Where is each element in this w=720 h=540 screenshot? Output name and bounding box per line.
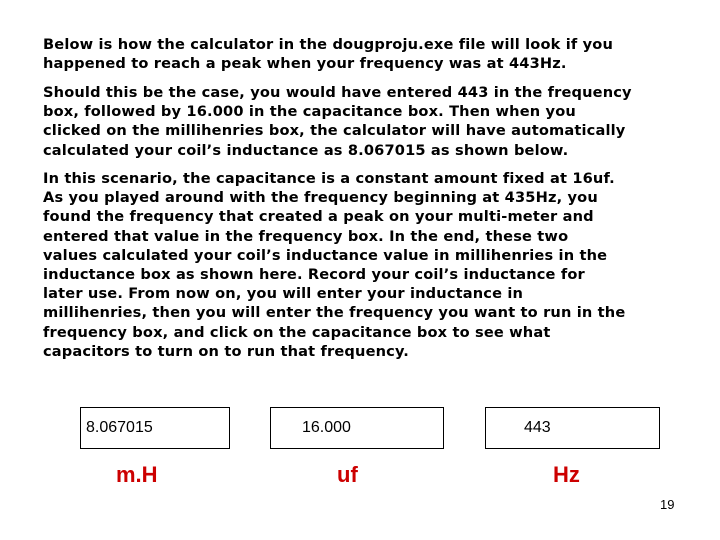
scenario-paragraph: In this scenario, the capacitance is a constant amount fixed at 16uf. As you played around with the frequency beginning at 435Hz, you found the frequency that created a peak on your multi-meter and entered that value in the frequency box. In the end, these two values calculated your coil’s inductance value in millihenries in the inductance box as shown here. Record your coil’s inductance for later use. From now on, you will enter your inductance in millihenries, then you will enter the frequency you want to run in the frequency box, and click on the capacitance box to see what capacitors to turn on to run that frequency.: [43, 170, 626, 360]
capacitance-value: 16.000: [302, 419, 351, 436]
capacitance-box[interactable]: [270, 407, 444, 449]
frequency-box[interactable]: [485, 407, 660, 449]
inductance-value: 8.067015: [86, 419, 153, 436]
frequency-value: 443: [524, 419, 551, 436]
page-number: 19: [660, 497, 675, 512]
entry-instructions-paragraph: Should this be the case, you would have entered 443 in the frequency box, followed by 16.000 in the capacitance box. Then when you clicked on the millihenries box, the calculator will have automatically calculated your coil’s inductance as 8.067015 as shown below.: [43, 84, 632, 159]
intro-paragraph: Below is how the calculator in the dougproju.exe file will look if you happened to reach a peak when your frequency was at 443Hz.: [43, 36, 614, 73]
frequency-unit-label: Hz: [553, 462, 580, 487]
inductance-box[interactable]: [80, 407, 230, 449]
inductance-unit-label: m.H: [116, 462, 158, 487]
capacitance-unit-label: uf: [337, 462, 358, 487]
